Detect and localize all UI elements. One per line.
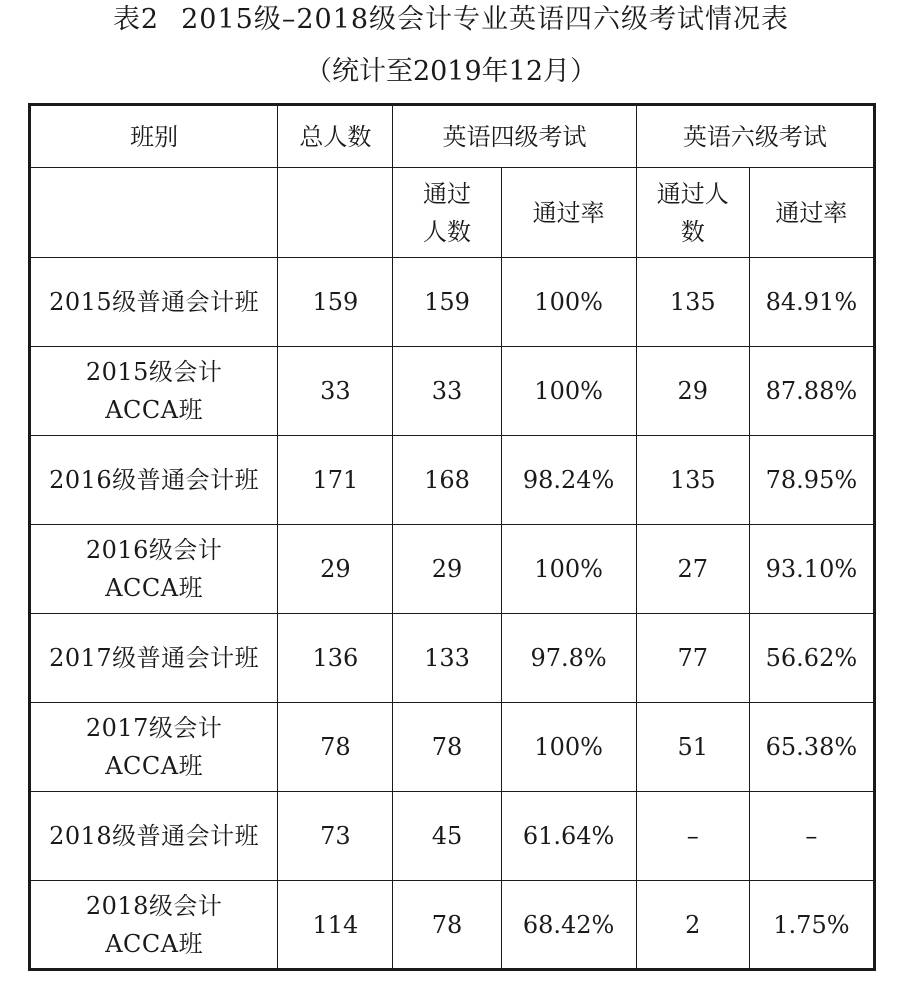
cet6-rate-cell: –	[749, 792, 874, 881]
table-row	[30, 347, 875, 436]
total-cell: 171	[278, 436, 393, 525]
total-cell: 114	[278, 881, 393, 970]
cet6-count-cell: –	[636, 792, 749, 881]
table-row	[30, 525, 875, 614]
cet4-count-cell: 45	[393, 792, 501, 881]
total-cell: 159	[278, 258, 393, 347]
header-class: 班别	[30, 105, 278, 168]
cet4-rate-cell: 98.24%	[501, 436, 636, 525]
table-row	[30, 614, 875, 703]
table-row	[30, 436, 875, 525]
header-cet6: 英语六级考试	[636, 105, 874, 168]
cet6-rate-cell: 78.95%	[749, 436, 874, 525]
cet6-rate-cell: 56.62%	[749, 614, 874, 703]
header-empty-total	[278, 168, 393, 258]
cet4-rate-cell: 61.64%	[501, 792, 636, 881]
cet-exam-table	[28, 103, 876, 971]
cet6-rate-cell: 1.75%	[749, 881, 874, 970]
cet6-count-cell: 77	[636, 614, 749, 703]
cet4-count-cell: 33	[393, 347, 501, 436]
cet4-rate-cell: 68.42%	[501, 881, 636, 970]
cet6-rate-cell: 84.91%	[749, 258, 874, 347]
cet4-rate-cell: 100%	[501, 703, 636, 792]
class-cell: 2015级普通会计班	[30, 258, 278, 347]
header-cet6-pass-count: 通过人数	[636, 168, 749, 258]
table-row	[30, 792, 875, 881]
cet6-count-cell: 135	[636, 258, 749, 347]
cet4-count-cell: 78	[393, 703, 501, 792]
cet6-rate-cell: 65.38%	[749, 703, 874, 792]
class-cell: 2016级普通会计班	[30, 436, 278, 525]
header-row-1	[30, 105, 875, 168]
total-cell: 73	[278, 792, 393, 881]
total-cell: 33	[278, 347, 393, 436]
cet4-rate-cell: 100%	[501, 525, 636, 614]
class-cell: 2017级会计ACCA班	[30, 703, 278, 792]
cet6-count-cell: 51	[636, 703, 749, 792]
cet4-rate-cell: 100%	[501, 347, 636, 436]
header-cet4-pass-rate: 通过率	[501, 168, 636, 258]
header-row-2	[30, 168, 875, 258]
class-cell: 2015级会计ACCA班	[30, 347, 278, 436]
cet4-count-cell: 29	[393, 525, 501, 614]
table-row	[30, 258, 875, 347]
table-number: 表2	[112, 4, 160, 35]
header-total: 总人数	[278, 105, 393, 168]
cet6-count-cell: 29	[636, 347, 749, 436]
table-row	[30, 881, 875, 970]
header-cet6-pass-rate: 通过率	[749, 168, 874, 258]
total-cell: 29	[278, 525, 393, 614]
table-subtitle: （统计至2019年12月）	[304, 56, 598, 87]
cet6-count-cell: 135	[636, 436, 749, 525]
cet4-count-cell: 133	[393, 614, 501, 703]
cet6-count-cell: 27	[636, 525, 749, 614]
class-cell: 2018级普通会计班	[30, 792, 278, 881]
total-cell: 136	[278, 614, 393, 703]
table-title-text: 2015级–2018级会计专业英语四六级考试情况表	[181, 4, 790, 35]
table-title	[0, 0, 902, 40]
class-cell: 2016级会计ACCA班	[30, 525, 278, 614]
class-cell: 2018级会计ACCA班	[30, 881, 278, 970]
class-cell: 2017级普通会计班	[30, 614, 278, 703]
table-row	[30, 703, 875, 792]
cet6-rate-cell: 93.10%	[749, 525, 874, 614]
header-cet4-pass-count: 通过人数	[393, 168, 501, 258]
cet4-rate-cell: 97.8%	[501, 614, 636, 703]
cet4-count-cell: 168	[393, 436, 501, 525]
cet6-count-cell: 2	[636, 881, 749, 970]
cet4-rate-cell: 100%	[501, 258, 636, 347]
header-empty-class	[30, 168, 278, 258]
cet6-rate-cell: 87.88%	[749, 347, 874, 436]
cet4-count-cell: 159	[393, 258, 501, 347]
cet4-count-cell: 78	[393, 881, 501, 970]
header-cet4: 英语四级考试	[393, 105, 636, 168]
total-cell: 78	[278, 703, 393, 792]
